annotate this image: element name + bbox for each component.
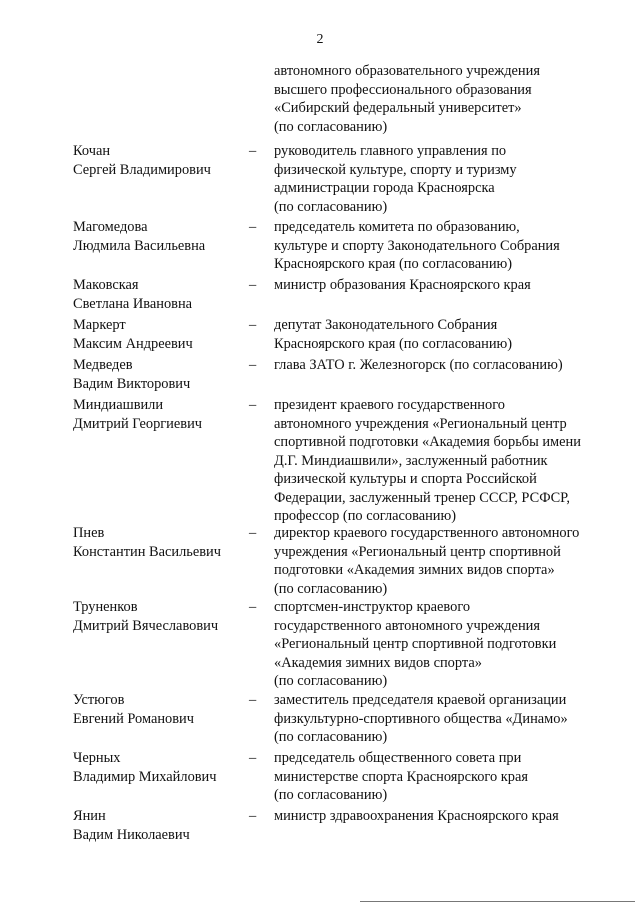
separator-dash: – — [249, 357, 257, 373]
given-names: Дмитрий Георгиевич — [73, 415, 203, 432]
member-name — [73, 218, 243, 255]
description-line: автономного учреждения «Региональный центр — [274, 415, 567, 432]
member-description — [274, 356, 604, 375]
description-line: (по согласованию) — [274, 118, 388, 135]
list-item — [0, 524, 640, 598]
separator-dash: – — [249, 692, 257, 708]
separator-dash: – — [249, 219, 257, 235]
description-line: депутат Законодательного Собрания — [274, 317, 498, 333]
page-number: 2 — [316, 32, 324, 47]
description-line: Красноярского края (по согласованию) — [274, 256, 513, 272]
member-description — [274, 62, 604, 136]
surname: Устюгов — [73, 692, 125, 708]
member-description — [274, 276, 604, 295]
member-description — [274, 807, 604, 826]
description-line: спортивной подготовки «Академия борьбы имени — [274, 434, 581, 450]
description-line: Красноярского края (по согласованию) — [274, 335, 513, 352]
description-line: министерстве спорта Красноярского края — [274, 768, 528, 785]
footer-rule — [360, 901, 635, 902]
separator-dash: – — [249, 397, 257, 413]
surname: Медведев — [73, 357, 133, 373]
description-line: культуре и спорту Законодательного Собрания — [274, 237, 560, 254]
member-name — [73, 749, 243, 786]
given-names: Людмила Васильевна — [73, 237, 206, 254]
description-line: «Академия зимних видов спорта» — [274, 654, 482, 671]
member-name — [73, 396, 243, 433]
description-line: (по согласованию) — [274, 787, 388, 803]
surname: Миндиашвили — [73, 397, 164, 413]
description-line: физической культуре, спорту и туризму — [274, 161, 517, 178]
description-line: физкультурно-спортивного общества «Динамо» — [274, 710, 568, 727]
member-description — [274, 316, 604, 353]
description-line: администрации города Красноярска — [274, 180, 495, 196]
member-description — [274, 524, 604, 598]
description-line: министр здравоохранения Красноярского края — [274, 808, 559, 824]
given-names: Светлана Ивановна — [73, 295, 193, 312]
member-description — [274, 598, 604, 691]
separator-dash: – — [249, 317, 257, 333]
description-line: физической культуры и спорта Российской — [274, 471, 537, 487]
given-names: Вадим Николаевич — [73, 826, 190, 843]
member-description — [274, 691, 604, 747]
separator-dash: – — [249, 599, 257, 615]
list-item — [0, 691, 640, 749]
description-line: Федерации, заслуженный тренер СССР, РСФСР, — [274, 489, 570, 506]
member-name — [73, 142, 243, 179]
member-description — [274, 749, 604, 805]
description-line: профессор (по согласованию) — [274, 508, 457, 524]
surname: Пнев — [73, 525, 105, 541]
member-name — [73, 316, 243, 353]
given-names: Константин Васильевич — [73, 543, 221, 560]
surname: Маркерт — [73, 317, 126, 333]
list-item — [0, 62, 640, 142]
given-names: Максим Андреевич — [73, 335, 193, 352]
separator-dash: – — [249, 143, 257, 159]
description-line: (по согласованию) — [274, 673, 388, 689]
separator-dash: – — [249, 808, 257, 824]
surname: Труненков — [73, 599, 138, 615]
description-line: (по согласованию) — [274, 198, 388, 215]
separator-dash: – — [249, 277, 257, 293]
list-item — [0, 598, 640, 691]
given-names: Сергей Владимирович — [73, 161, 211, 178]
separator-dash: – — [249, 750, 257, 766]
description-line: министр образования Красноярского края — [274, 277, 531, 293]
description-line: заместитель председателя краевой организации — [274, 692, 567, 708]
member-description — [274, 396, 604, 526]
description-line: учреждения «Региональный центр спортивной — [274, 543, 561, 560]
list-item — [0, 807, 640, 847]
member-name — [73, 598, 243, 635]
list-item — [0, 316, 640, 356]
description-line: «Сибирский федеральный университет» — [274, 100, 522, 116]
description-line: подготовки «Академия зимних видов спорта» — [274, 562, 555, 578]
description-line: руководитель главного управления по — [274, 143, 507, 159]
surname: Магомедова — [73, 219, 148, 235]
description-line: (по согласованию) — [274, 729, 388, 745]
list-item — [0, 396, 640, 524]
separator-dash: – — [249, 525, 257, 541]
member-description — [274, 218, 604, 274]
member-description — [274, 142, 604, 216]
list-item — [0, 142, 640, 218]
given-names: Вадим Викторович — [73, 375, 191, 392]
description-line: директор краевого государственного автономного — [274, 525, 580, 541]
description-line: высшего профессионального образования — [274, 81, 532, 98]
description-line: Д.Г. Миндиашвили», заслуженный работник — [274, 452, 548, 469]
surname: Черных — [73, 750, 121, 766]
list-item — [0, 218, 640, 276]
description-line: глава ЗАТО г. Железногорск (по согласованию) — [274, 357, 563, 373]
given-names: Владимир Михайлович — [73, 768, 217, 785]
description-line: «Региональный центр спортивной подготовки — [274, 636, 557, 652]
list-item — [0, 276, 640, 316]
surname: Кочан — [73, 143, 111, 159]
member-name — [73, 276, 243, 313]
member-list — [0, 62, 640, 847]
list-item — [0, 749, 640, 807]
description-line: (по согласованию) — [274, 580, 388, 597]
list-item — [0, 356, 640, 396]
surname: Янин — [73, 808, 106, 824]
member-name — [73, 691, 243, 728]
description-line: президент краевого государственного — [274, 397, 505, 413]
given-names: Евгений Романович — [73, 710, 194, 727]
description-line: автономного образовательного учреждения — [274, 63, 540, 79]
description-line: председатель комитета по образованию, — [274, 219, 520, 235]
member-name — [73, 524, 243, 561]
surname: Маковская — [73, 277, 139, 293]
member-name — [73, 807, 243, 844]
description-line: председатель общественного совета при — [274, 750, 522, 766]
given-names: Дмитрий Вячеславович — [73, 617, 219, 634]
description-line: спортсмен-инструктор краевого — [274, 599, 471, 615]
member-name — [73, 356, 243, 393]
description-line: государственного автономного учреждения — [274, 617, 540, 634]
